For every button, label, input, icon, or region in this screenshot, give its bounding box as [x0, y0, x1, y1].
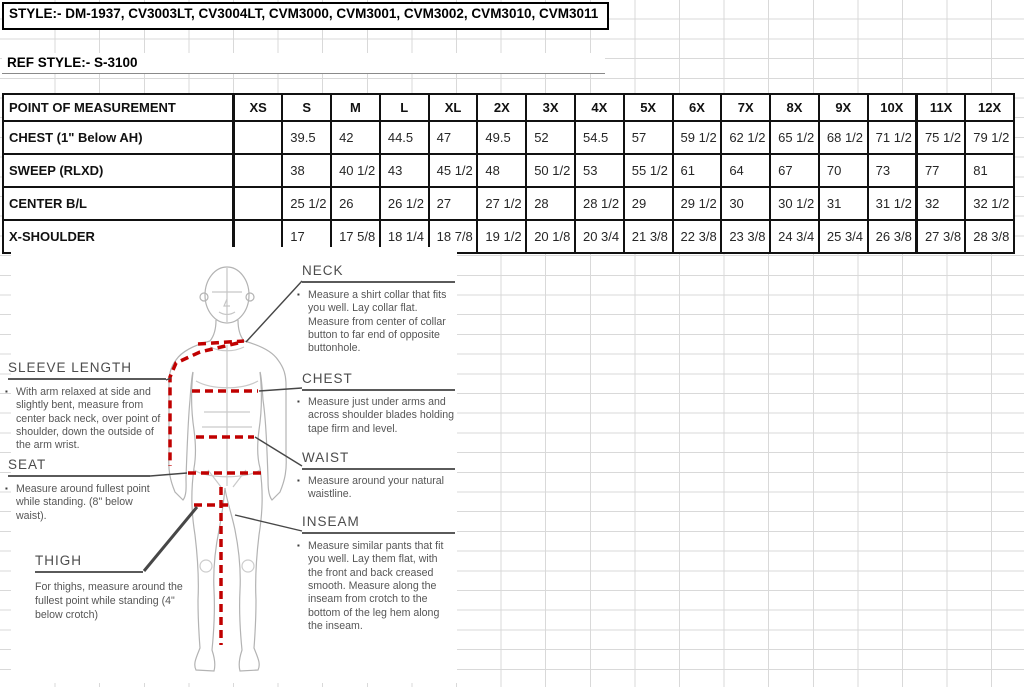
size-column-header-2x: 2X	[477, 94, 526, 121]
thigh-label: THIGH	[35, 553, 143, 573]
size-column-header-m: M	[331, 94, 380, 121]
size-column-header-xs: XS	[234, 94, 283, 121]
waist-instructions-text: Measure around your natural waistline.	[308, 475, 445, 501]
measurement-row-label: SWEEP (RLXD)	[3, 154, 234, 187]
sleeve-length-instructions	[5, 386, 168, 453]
measurement-value-cell: 30	[721, 187, 770, 220]
measurement-value-cell: 32 1/2	[965, 187, 1014, 220]
measurement-value-cell: 24 3/4	[770, 220, 819, 253]
measurement-value-cell: 20 1/8	[526, 220, 575, 253]
measurement-value-cell: 62 1/2	[721, 121, 770, 154]
measurement-value-cell	[234, 187, 283, 220]
measurement-value-cell: 39.5	[282, 121, 331, 154]
thigh-instructions: For thighs, measure around the fullest point while standing (4" below crotch)	[35, 581, 183, 621]
table-row	[3, 154, 1014, 187]
measurement-row-label: CHEST (1" Below AH)	[3, 121, 234, 154]
measurement-value-cell: 25 3/4	[819, 220, 868, 253]
measurement-value-cell: 22 3/8	[673, 220, 722, 253]
measurement-value-cell: 19 1/2	[477, 220, 526, 253]
measurement-value-cell: 18 7/8	[429, 220, 478, 253]
inseam-instructions	[297, 540, 455, 633]
measurement-value-cell: 53	[575, 154, 624, 187]
measurement-value-cell: 31	[819, 187, 868, 220]
size-column-header-7x: 7X	[721, 94, 770, 121]
measurement-value-cell: 57	[624, 121, 673, 154]
measurement-value-cell: 26 1/2	[380, 187, 429, 220]
waist-instructions	[297, 475, 455, 502]
style-header-cell: STYLE:- DM-1937, CV3003LT, CV3004LT, CVM3000, CVM3001, CVM3002, CVM3010, CVM3011	[2, 2, 609, 30]
measurement-value-cell: 28	[526, 187, 575, 220]
seat-instructions-text: Measure around fullest point while standing. (8" below waist).	[16, 483, 150, 522]
measurement-value-cell: 44.5	[380, 121, 429, 154]
measurement-value-cell: 23 3/8	[721, 220, 770, 253]
table-row	[3, 121, 1014, 154]
size-column-header-xl: XL	[429, 94, 478, 121]
measurement-value-cell	[234, 154, 283, 187]
measurement-value-cell: 71 1/2	[868, 121, 917, 154]
measurement-value-cell: 26 3/8	[868, 220, 917, 253]
measurement-value-cell: 47	[429, 121, 478, 154]
size-column-header-9x: 9X	[819, 94, 868, 121]
table-row	[3, 187, 1014, 220]
size-column-header-10x: 10X	[868, 94, 917, 121]
inseam-label: INSEAM	[302, 514, 455, 534]
measurement-row-label: X-SHOULDER	[3, 220, 234, 253]
size-column-header-11x: 11X	[916, 94, 965, 121]
chest-label: CHEST	[302, 371, 455, 391]
table-header-row	[3, 94, 1014, 121]
measurement-value-cell: 65 1/2	[770, 121, 819, 154]
measurement-value-cell: 70	[819, 154, 868, 187]
measurement-value-cell: 55 1/2	[624, 154, 673, 187]
measurement-value-cell: 49.5	[477, 121, 526, 154]
measurement-value-cell: 45 1/2	[429, 154, 478, 187]
measurement-value-cell: 20 3/4	[575, 220, 624, 253]
measurement-value-cell: 26	[331, 187, 380, 220]
measurement-value-cell: 61	[673, 154, 722, 187]
size-column-header-3x: 3X	[526, 94, 575, 121]
measurement-value-cell: 77	[916, 154, 965, 187]
size-column-header-s: S	[282, 94, 331, 121]
chest-instructions	[297, 396, 455, 436]
bullet-icon: ▪	[5, 484, 8, 493]
measurement-value-cell: 59 1/2	[673, 121, 722, 154]
size-chart-table	[2, 93, 1015, 254]
seat-label: SEAT	[8, 457, 150, 477]
measurement-value-cell: 64	[721, 154, 770, 187]
bullet-icon: ▪	[5, 387, 8, 396]
measurement-value-cell: 17 5/8	[331, 220, 380, 253]
bullet-icon: ▪	[297, 541, 300, 550]
bullet-icon: ▪	[297, 290, 300, 299]
measurement-value-cell: 67	[770, 154, 819, 187]
measurement-value-cell: 30 1/2	[770, 187, 819, 220]
bullet-icon: ▪	[297, 397, 300, 406]
measurement-value-cell: 75 1/2	[916, 121, 965, 154]
measurement-value-cell	[234, 121, 283, 154]
measurement-value-cell: 79 1/2	[965, 121, 1014, 154]
measurement-value-cell: 29	[624, 187, 673, 220]
waist-label: WAIST	[302, 450, 455, 470]
measurement-value-cell: 81	[965, 154, 1014, 187]
size-column-header-l: L	[380, 94, 429, 121]
measurement-value-cell: 32	[916, 187, 965, 220]
measurement-value-cell: 31 1/2	[868, 187, 917, 220]
neck-instructions	[297, 289, 455, 356]
measurement-value-cell: 54.5	[575, 121, 624, 154]
measurement-row-label: CENTER B/L	[3, 187, 234, 220]
measurement-value-cell: 18 1/4	[380, 220, 429, 253]
measurement-value-cell: 27 1/2	[477, 187, 526, 220]
measurement-value-cell: 42	[331, 121, 380, 154]
measurement-value-cell: 27	[429, 187, 478, 220]
measurement-value-cell: 43	[380, 154, 429, 187]
measurement-value-cell: 52	[526, 121, 575, 154]
bullet-icon: ▪	[297, 476, 300, 485]
size-column-header-5x: 5X	[624, 94, 673, 121]
inseam-instructions-text: Measure similar pants that fit you well. Lay them flat, with the front and back creased smooth. Measure along the inseam from crotch to the bottom of the leg hem along the inseam.	[308, 540, 444, 633]
measurement-value-cell: 28 1/2	[575, 187, 624, 220]
chest-instructions-text: Measure just under arms and across shoulder blades holding tape firm and level.	[308, 396, 455, 435]
seat-instructions	[5, 483, 155, 523]
point-of-measurement-header: POINT OF MEASUREMENT	[3, 94, 234, 121]
measurement-value-cell: 73	[868, 154, 917, 187]
measurement-value-cell: 29 1/2	[673, 187, 722, 220]
measurement-value-cell: 48	[477, 154, 526, 187]
size-column-header-8x: 8X	[770, 94, 819, 121]
measurement-value-cell: 17	[282, 220, 331, 253]
size-column-header-6x: 6X	[673, 94, 722, 121]
measurement-value-cell: 68 1/2	[819, 121, 868, 154]
size-column-header-4x: 4X	[575, 94, 624, 121]
sleeve-length-label: SLEEVE LENGTH	[8, 360, 166, 380]
measurement-value-cell: 25 1/2	[282, 187, 331, 220]
measurement-value-cell: 38	[282, 154, 331, 187]
size-column-header-12x: 12X	[965, 94, 1014, 121]
measurement-value-cell: 21 3/8	[624, 220, 673, 253]
sleeve-length-instructions-text: With arm relaxed at side and slightly bent, measure from center back neck, over point of shoulder, down the outside of the arm wrist.	[16, 386, 161, 452]
measurement-value-cell: 27 3/8	[916, 220, 965, 253]
measurement-value-cell: 28 3/8	[965, 220, 1014, 253]
neck-instructions-text: Measure a shirt collar that fits you well. Lay collar flat. Measure from center of collar button to far end of opposite buttonhole.	[308, 289, 447, 355]
ref-style-cell: REF STYLE:- S-3100	[2, 53, 605, 74]
measurement-value-cell: 50 1/2	[526, 154, 575, 187]
measurement-value-cell: 40 1/2	[331, 154, 380, 187]
neck-label: NECK	[302, 263, 455, 283]
